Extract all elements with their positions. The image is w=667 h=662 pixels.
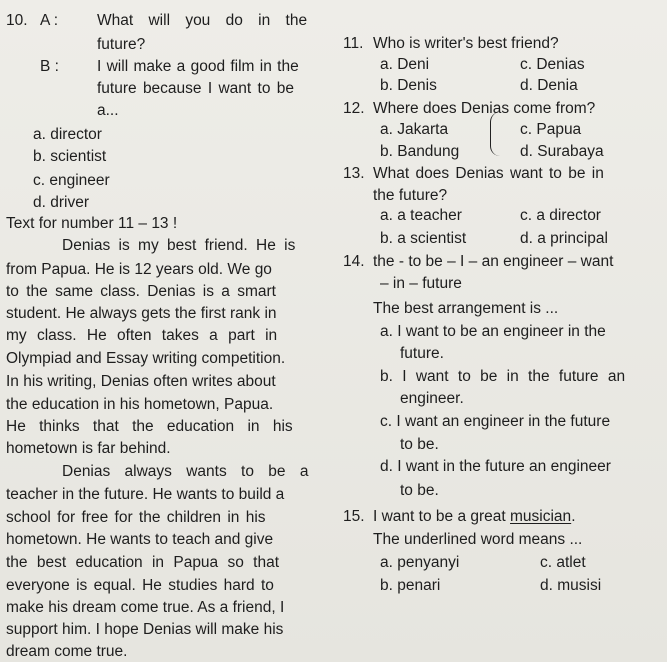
q10-a-line1-text: What will you do in the (97, 12, 308, 29)
passage-line: hometown is far behind. (6, 440, 171, 457)
q14-line2: – in – future (380, 275, 462, 292)
q10-a-label: A : (40, 12, 59, 29)
q10-b-line1: I will make a good film in the (97, 58, 299, 75)
q10-b-label: B : (40, 58, 59, 75)
q14-option-b-line2: engineer. (400, 390, 464, 407)
q15-prompt: The underlined word means ... (373, 531, 583, 548)
q12-number: 12. (343, 100, 365, 117)
passage-line: make his dream come true. As a friend, I (6, 599, 285, 616)
passage-line: the education in his hometown, Papua. (6, 396, 274, 413)
passage-line: dream come true. (6, 643, 128, 660)
q15-option-b: b. penari (380, 577, 441, 594)
q11-option-a: a. Deni (380, 56, 430, 73)
q14-option-d-line1: d. I want in the future an engineer (380, 458, 611, 475)
q12-option-b: b. Bandung (380, 143, 460, 160)
q15-underlined-word: musician (510, 508, 572, 525)
q14-line1: the - to be – I – an engineer – want (373, 253, 614, 270)
q15-option-c: c. atlet (540, 554, 586, 571)
q11-option-b: b. Denis (380, 77, 437, 94)
q13-line2: the future? (373, 187, 448, 204)
q12-option-d: d. Surabaya (520, 143, 604, 160)
passage-line: support him. I hope Denias will make his (6, 621, 284, 638)
q13-option-b: b. a scientist (380, 230, 467, 247)
q13-option-c: c. a director (520, 207, 601, 224)
q10-option-b: b. scientist (33, 148, 107, 165)
q14-option-b-line1: b. I want to be in the future an (380, 368, 626, 385)
passage-line: student. He always gets the first rank in (6, 305, 277, 322)
q15-sentence-post: . (571, 508, 576, 525)
q13-option-a: a. a teacher (380, 207, 462, 224)
q12-text: Where does Denias come from? (373, 100, 596, 117)
passage-line: Olympiad and Essay writing competition. (6, 350, 286, 367)
q10-option-d: d. driver (33, 194, 89, 211)
q11-option-c: c. Denias (520, 56, 585, 73)
q11-option-d: d. Denia (520, 77, 578, 94)
q13-line1: What does Denias want to be in (373, 165, 604, 182)
q10-b-line2: future because I want to be (97, 80, 294, 97)
q14-option-a-line2: future. (400, 345, 444, 362)
passage-line: school for free for the children in his (6, 509, 266, 526)
passage-line: my class. He often takes a part in (6, 327, 278, 344)
passage-line: He thinks that the education in his (6, 418, 293, 435)
q15-sentence-pre: I want to be a great (373, 508, 511, 525)
q10-b-line3: a... (97, 102, 119, 119)
q10-number: 10. (6, 12, 28, 29)
q11-number: 11. (343, 35, 364, 52)
q13-option-d: d. a principal (520, 230, 608, 247)
q14-option-a-line1: a. I want to be an engineer in the (380, 323, 606, 340)
handwritten-bracket-mark (490, 112, 503, 156)
q15-option-d: d. musisi (540, 577, 602, 594)
q12-option-c: c. Papua (520, 121, 582, 138)
q15-sentence (373, 508, 576, 526)
q10-option-a: a. director (33, 126, 102, 143)
q13-number: 13. (343, 165, 365, 182)
q12-option-a: a. Jakarta (380, 121, 449, 138)
passage-line: everyone is equal. He studies hard to (6, 577, 274, 594)
passage-line: Denias always wants to be a (62, 463, 309, 480)
passage-line: from Papua. He is 12 years old. We go (6, 261, 272, 278)
passage-line: the best education in Papua so that (6, 554, 280, 571)
passage-line: In his writing, Denias often writes about (6, 373, 276, 390)
q14-option-c-line2: to be. (400, 436, 439, 453)
q10-a-line1 (97, 12, 310, 30)
q15-number: 15. (343, 508, 365, 525)
passage-heading: Text for number 11 – 13 ! (6, 215, 178, 232)
q11-text: Who is writer's best friend? (373, 35, 559, 52)
passage-line: to the same class. Denias is a smart (6, 283, 276, 300)
q14-option-d-line2: to be. (400, 482, 439, 499)
q10-option-c: c. engineer (33, 172, 110, 189)
q14-prompt: The best arrangement is ... (373, 300, 559, 317)
q15-option-a: a. penyanyi (380, 554, 460, 571)
passage-line: hometown. He wants to teach and give (6, 531, 274, 548)
passage-line: teacher in the future. He wants to build a (6, 486, 285, 503)
q14-option-c-line1: c. I want an engineer in the future (380, 413, 611, 430)
q10-a-line2: future? (97, 36, 146, 53)
passage-line: Denias is my best friend. He is (62, 237, 296, 254)
q14-number: 14. (343, 253, 365, 270)
